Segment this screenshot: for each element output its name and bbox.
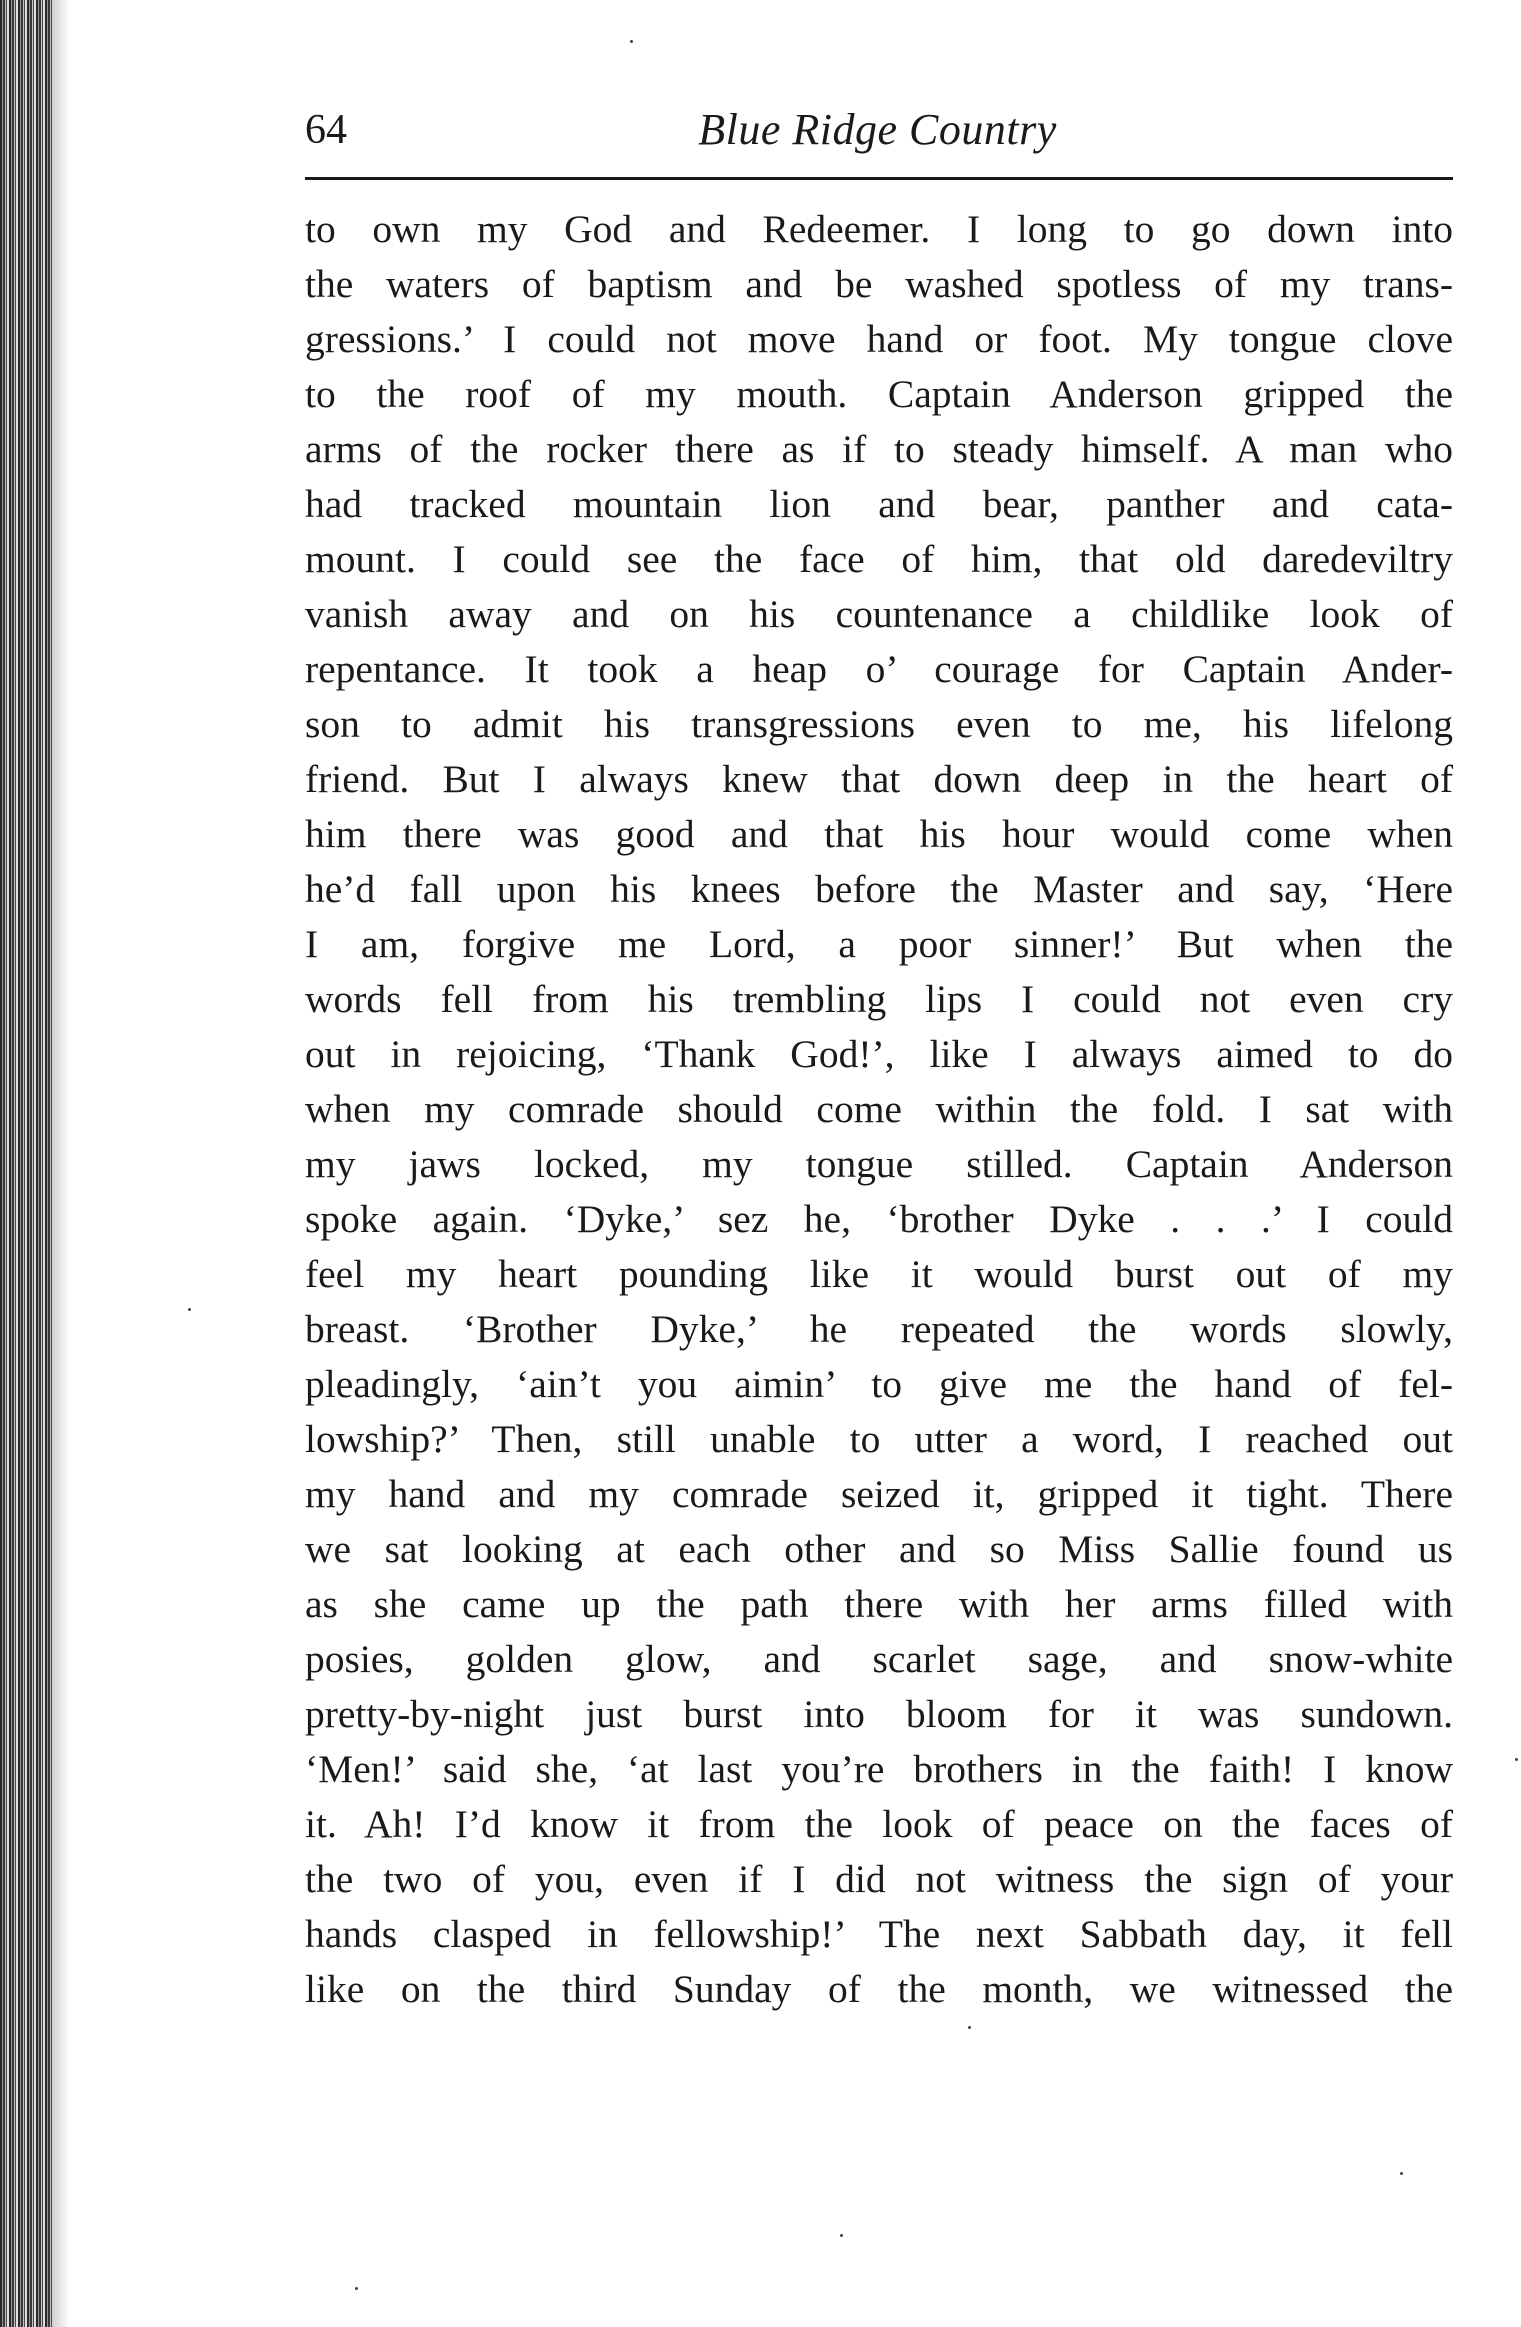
scan-speck — [630, 40, 633, 43]
text-line: breast. ‘Brother Dyke,’ he repeated the words slowly, — [305, 1307, 1453, 1351]
text-line: friend. But I always knew that down deep in the heart of — [305, 757, 1453, 801]
text-line: ‘Men!’ said she, ‘at last you’re brothers in the faith! I know — [305, 1747, 1453, 1791]
text-line: he’d fall upon his knees before the Master and say, ‘Here — [305, 867, 1453, 911]
text-line: feel my heart pounding like it would burst out of my — [305, 1252, 1453, 1296]
scan-speck — [355, 2287, 358, 2290]
running-head — [305, 100, 1450, 160]
text-line: we sat looking at each other and so Miss Sallie found us — [305, 1527, 1453, 1571]
text-line: to own my God and Redeemer. I long to go down into — [305, 207, 1453, 251]
text-line: him there was good and that his hour would come when — [305, 812, 1453, 856]
text-line: out in rejoicing, ‘Thank God!’, like I always aimed to do — [305, 1032, 1453, 1076]
text-line: when my comrade should come within the fold. I sat with — [305, 1087, 1453, 1131]
text-line: the waters of baptism and be washed spotless of my trans- — [305, 262, 1453, 306]
binding-edge — [0, 0, 52, 2327]
binding-shadow — [52, 0, 70, 2327]
text-line: words fell from his trembling lips I could not even cry — [305, 977, 1453, 1021]
scan-speck — [188, 1308, 191, 1311]
page-number: 64 — [305, 107, 347, 153]
running-title: Blue Ridge Country — [698, 105, 1057, 154]
text-line: son to admit his transgressions even to me, his lifelong — [305, 702, 1453, 746]
text-line: my jaws locked, my tongue stilled. Captain Anderson — [305, 1142, 1453, 1186]
text-line: repentance. It took a heap o’ courage for Captain Ander- — [305, 647, 1453, 691]
text-line: posies, golden glow, and scarlet sage, and snow-white — [305, 1637, 1453, 1681]
text-line: I am, forgive me Lord, a poor sinner!’ But when the — [305, 922, 1453, 966]
text-line: had tracked mountain lion and bear, panther and cata- — [305, 482, 1453, 526]
text-line: my hand and my comrade seized it, gripped it tight. There — [305, 1472, 1453, 1516]
text-line: mount. I could see the face of him, that old daredeviltry — [305, 537, 1453, 581]
text-line: as she came up the path there with her arms filled with — [305, 1582, 1453, 1626]
header-rule — [305, 177, 1453, 180]
text-line: vanish away and on his countenance a childlike look of — [305, 592, 1453, 636]
text-line: to the roof of my mouth. Captain Anderson gripped the — [305, 372, 1453, 416]
text-line: arms of the rocker there as if to steady himself. A man who — [305, 427, 1453, 471]
text-line: gressions.’ I could not move hand or foot. My tongue clove — [305, 317, 1453, 361]
scan-speck — [1515, 1758, 1518, 1761]
scan-speck — [840, 2234, 843, 2237]
scan-speck — [1400, 2172, 1403, 2175]
scan-speck — [968, 2026, 971, 2029]
text-line: spoke again. ‘Dyke,’ sez he, ‘brother Dyke . . .’ I could — [305, 1197, 1453, 1241]
text-line: the two of you, even if I did not witness the sign of your — [305, 1857, 1453, 1901]
text-line: pretty-by-night just burst into bloom for it was sundown. — [305, 1692, 1453, 1736]
text-line: it. Ah! I’d know it from the look of peace on the faces of — [305, 1802, 1453, 1846]
text-line: hands clasped in fellowship!’ The next Sabbath day, it fell — [305, 1912, 1453, 1956]
text-line: lowship?’ Then, still unable to utter a word, I reached out — [305, 1417, 1453, 1461]
text-line: pleadingly, ‘ain’t you aimin’ to give me the hand of fel- — [305, 1362, 1453, 1406]
body-text — [305, 202, 1453, 2017]
text-line: like on the third Sunday of the month, we witnessed the — [305, 1967, 1453, 2011]
